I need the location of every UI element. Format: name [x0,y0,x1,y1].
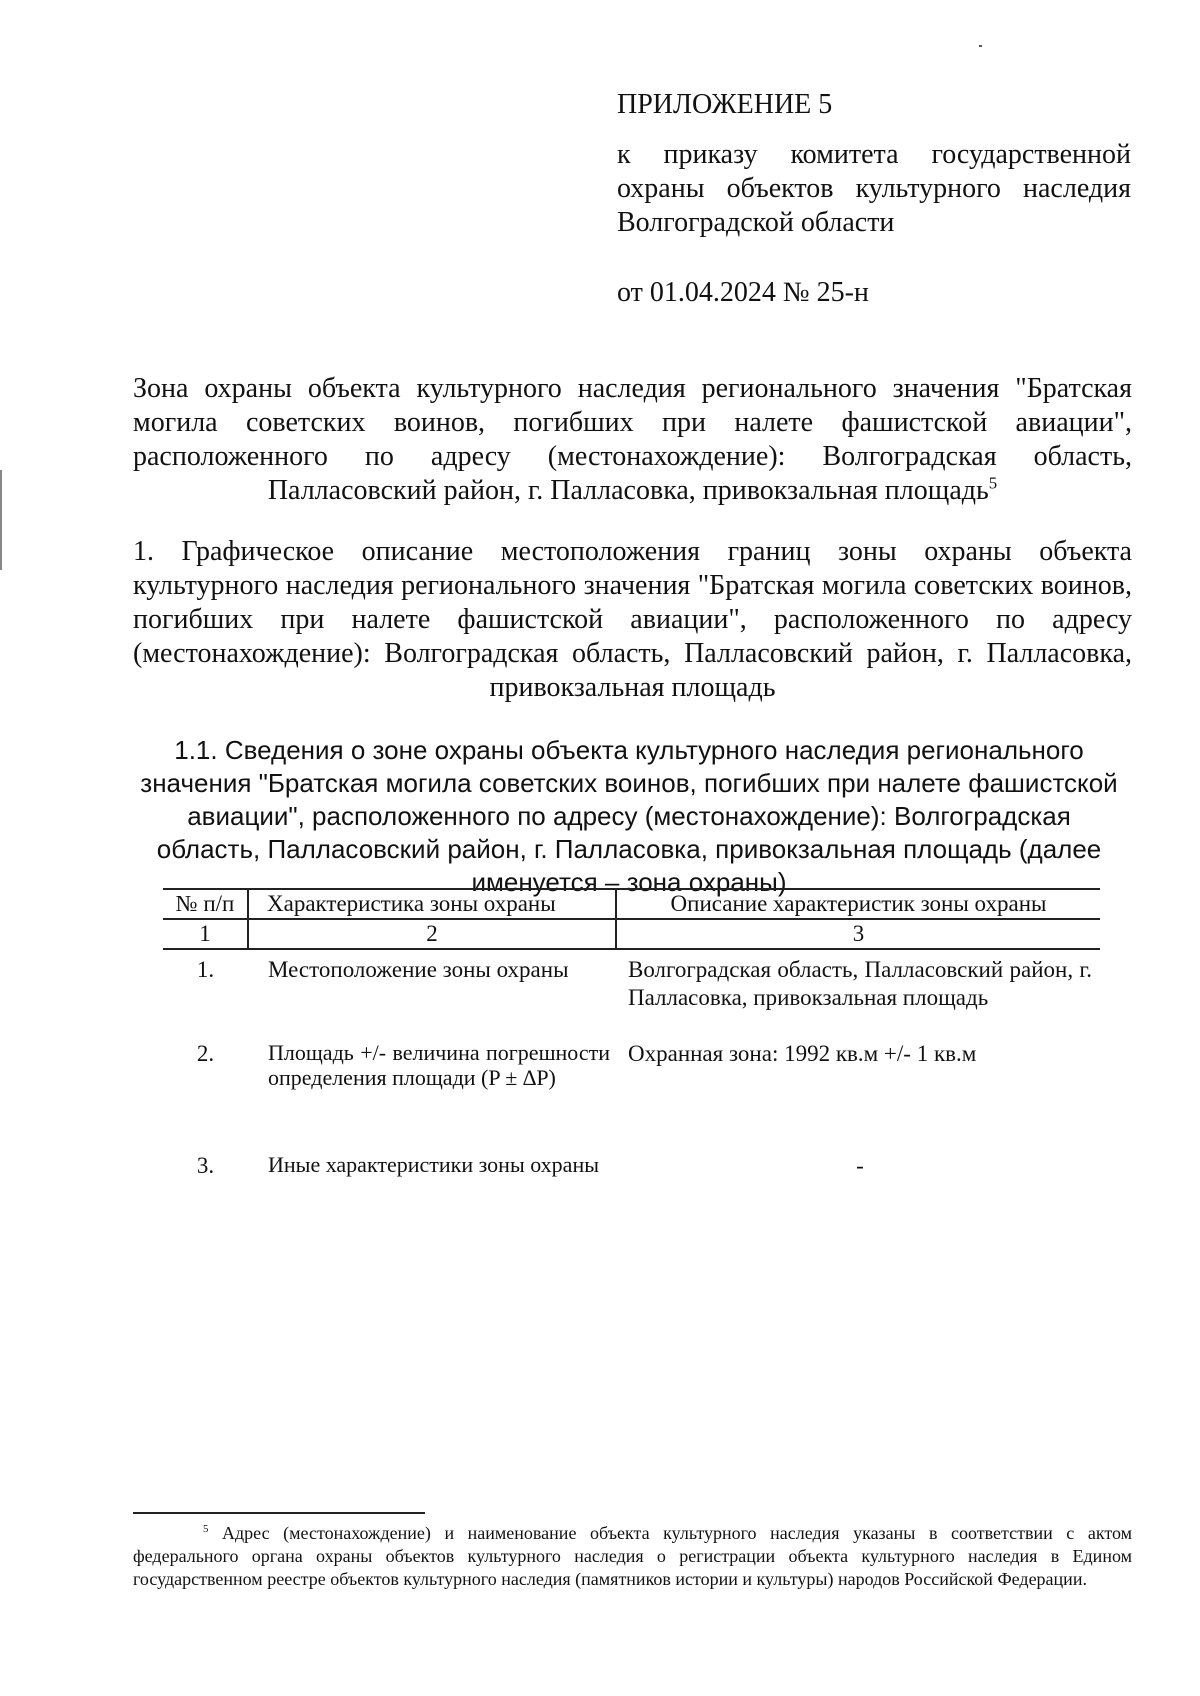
appendix-title: ПРИЛОЖЕНИЕ 5 [617,89,833,120]
footnote-number: 5 [203,1523,209,1535]
appendix-block [617,88,1131,310]
footnote-reference: 5 [988,473,998,493]
column-number-3: 3 [616,919,1100,949]
row-number: 3. [196,1153,215,1178]
table-row [163,949,1100,1034]
table-column-number-row [163,919,1100,949]
header-description: Описание характеристик зоны охраны [616,889,1100,919]
table-header-row [163,889,1100,919]
row-description: Волгоградская область, Палласовский район, г. Палласовка, привокзальная площадь [628,957,1092,1010]
scan-speck [979,45,982,47]
row-number: 2. [196,1041,215,1066]
column-number-1: 1 [163,919,248,949]
zone-title-text: Зона охраны объекта культурного наследия регионального значения "Братская могила советских воинов, погибших при налете фашистской авиации", расположенного по адресу (местонахождение): Волгоградская область, Палласовский район, г. Палласовка, привокзальная площадь [133,373,1132,506]
appendix-order-reference: к приказу комитета государственной охраны объектов культурного наследия Волгоградской области [617,139,1131,238]
row-number: 1. [196,957,215,982]
row-description: Охранная зона: 1992 кв.м +/- 1 кв.м [628,1041,977,1066]
scan-edge-mark [0,470,2,570]
section-1-heading: 1. Графическое описание местоположения границ зоны охраны объекта культурного наследия регионального значения "Братская могила советских воинов, погибших при налете фашистской авиации", расположенного по адресу (местонахождение): Волгоградская область, Палласовский район, г. Палласовка, привокзальная площадь [133,536,1132,703]
footnote [133,1522,1132,1591]
table-row [163,1034,1100,1146]
row-characteristic: Площадь +/- величина погрешности определения площади (P ± ∆P) [268,1040,610,1090]
row-characteristic: Иные характеристики зоны охраны [268,1152,599,1177]
footnote-divider [133,1512,425,1514]
table-row [163,1146,1100,1222]
header-characteristic: Характеристика зоны охраны [248,889,616,919]
row-description: - [856,1153,864,1178]
zone-title [133,372,1132,508]
zone-info-table [163,888,1100,1222]
row-characteristic: Местоположение зоны охраны [268,957,569,982]
appendix-date-number: от 01.04.2024 № 25-н [617,277,869,308]
footnote-text: Адрес (местонахождение) и наименование объекта культурного наследия указаны в соответствии с актом федерального органа охраны объектов культурного наследия о регистрации объекта культурного наследия в Едином государственном реестре объектов культурного наследия (памятников истории и культуры) народов Российской Федерации. [133,1523,1133,1589]
column-number-2: 2 [248,919,616,949]
section-1-1-heading: 1.1. Сведения о зоне охраны объекта культурного наследия регионального значения "Братская могила советских воинов, погибших при налете фашистской авиации", расположенного по адресу (местонахождение): Волгоградская область, Палласовский район, г. Палласовка, привокзальная площадь (далее именуется – зона охраны) [140,735,1118,897]
header-number: № п/п [163,889,248,919]
